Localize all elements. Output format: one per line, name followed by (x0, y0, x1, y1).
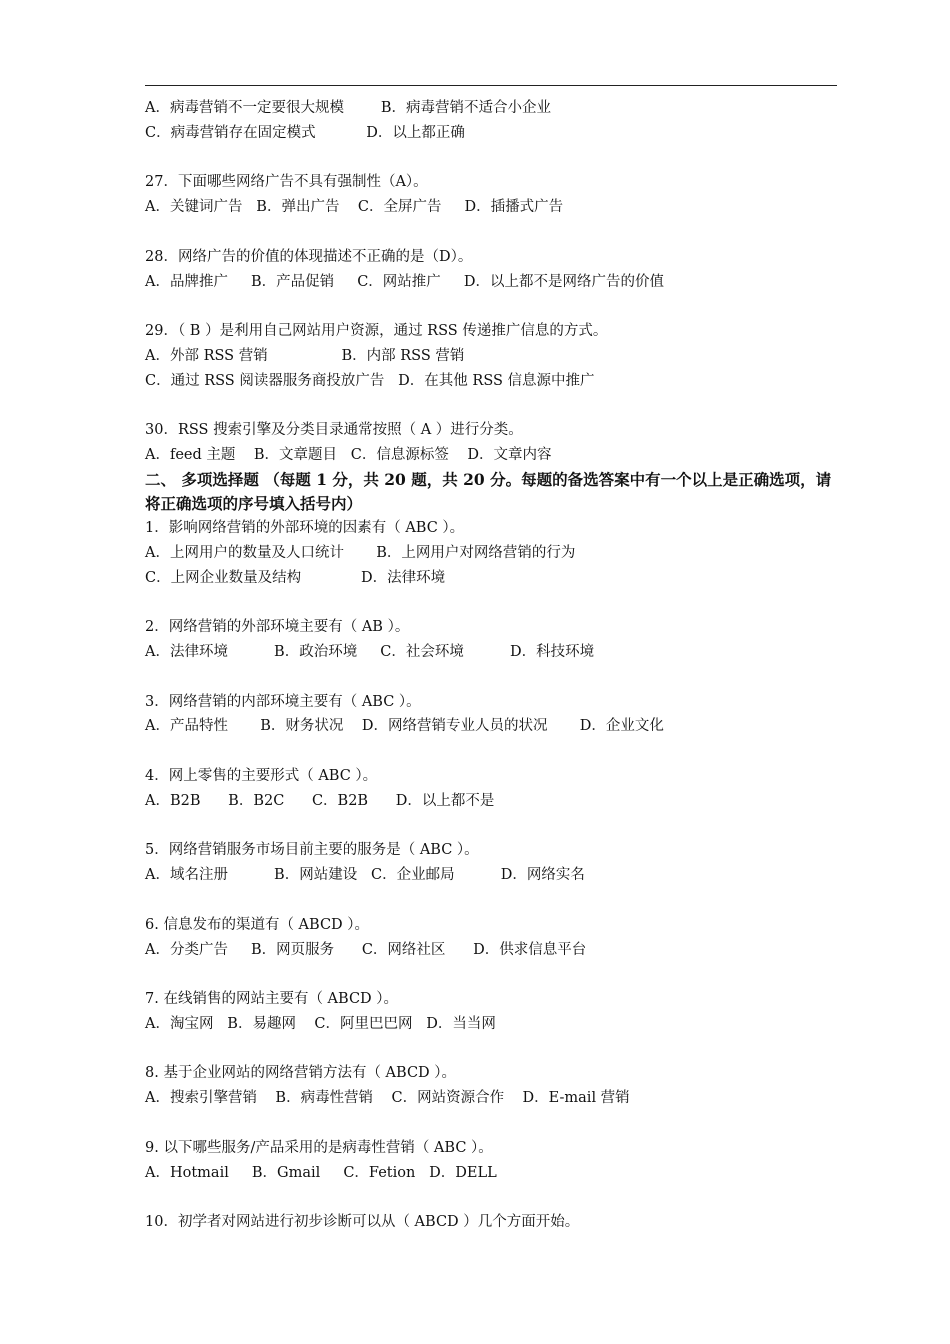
question-text: 28．网络广告的价值的体现描述不正确的是（D）。 (145, 248, 473, 265)
blank-line (145, 294, 845, 319)
blank-line (145, 394, 845, 419)
blank-line (145, 1111, 845, 1136)
answer-options: A．域名注册 B．网站建设 C．企业邮局 D．网络实名 (145, 867, 585, 884)
answer-options: A．淘宝网 B．易趣网 C．阿里巴巴网 D．当当网 (145, 1015, 496, 1032)
question-text: 8. 基于企业网站的网络营销方法有（ ABCD ）。 (145, 1065, 457, 1082)
blank-line (145, 220, 845, 245)
answer-options: A．B2B B．B2C C．B2B D．以上都不是 (145, 792, 495, 809)
blank-line (145, 665, 845, 690)
question-text: 30．RSS 搜索引擎及分类目录通常按照（ A ）进行分类。 (145, 422, 523, 439)
blank-line (145, 814, 845, 839)
answer-options: A．feed 主题 B．文章题目 C．信息源标签 D．文章内容 (145, 447, 552, 464)
answer-options: A．分类广告 B．网页服务 C．网络社区 D．供求信息平台 (145, 941, 587, 958)
blank-line (145, 962, 845, 987)
answer-options: C．病毒营销存在固定模式 D．以上都正确 (145, 124, 465, 141)
question-text: 2．网络营销的外部环境主要有（ AB ）。 (145, 619, 410, 636)
answer-options: A．病毒营销不一定要很大规模 B．病毒营销不适合小企业 (145, 100, 551, 116)
blank-line (145, 1037, 845, 1062)
answer-options: A．产品特性 B．财务状况 D．网络营销专业人员的状况 D．企业文化 (145, 718, 664, 735)
section-heading: 二、 多项选择题 （每题 1 分，共 20 题，共 20 分。每题的备选答案中有一个以上是正确选项，请将正确选项的序号填入括号内） (145, 469, 832, 513)
answer-options: A．Hotmail B．Gmail C．Fetion D．DELL (145, 1164, 497, 1181)
answer-options: A．关键词广告 B．弹出广告 C．全屏广告 D．插播式广告 (145, 199, 564, 216)
answer-options: A．外部 RSS 营销 B．内部 RSS 营销 (145, 347, 465, 364)
answer-options: C．通过 RSS 阅读器服务商投放广告 D．在其他 RSS 信息源中推广 (145, 372, 595, 389)
answer-options: A．搜索引擎营销 B．病毒性营销 C．网站资源合作 D．E-mail 营销 (145, 1090, 630, 1107)
question-text: 4．网上零售的主要形式（ ABC ）。 (145, 767, 378, 784)
blank-line (145, 1185, 845, 1210)
question-text: 7. 在线销售的网站主要有（ ABCD ）。 (145, 991, 399, 1008)
blank-line (145, 739, 845, 764)
blank-line (145, 146, 845, 171)
header-rule (145, 85, 837, 86)
question-text: 29．（ B ）是利用自己网站用户资源，通过 RSS 传递推广信息的方式。 (145, 323, 608, 340)
answer-options: C．上网企业数量及结构 D．法律环境 (145, 569, 446, 586)
question-text: 9. 以下哪些服务/产品采用的是病毒性营销（ ABC ）。 (145, 1139, 493, 1156)
blank-line (145, 888, 845, 913)
question-text: 5．网络营销服务市场目前主要的服务是（ ABC ）。 (145, 842, 479, 859)
question-text: 10．初学者对网站进行初步诊断可以从（ ABCD ）几个方面开始。 (145, 1214, 580, 1231)
question-text: 1．影响网络营销的外部环境的因素有（ ABC ）。 (145, 519, 465, 536)
blank-line (145, 590, 845, 615)
question-text: 3．网络营销的内部环境主要有（ ABC ）。 (145, 693, 421, 710)
document-body (145, 96, 845, 1235)
question-text: 6. 信息发布的渠道有（ ABCD ）。 (145, 916, 370, 933)
question-text: 27．下面哪些网络广告不具有强制性（A）。 (145, 174, 428, 191)
answer-options: A．上网用户的数量及人口统计 B．上网用户对网络营销的行为 (145, 544, 576, 561)
answer-options: A．法律环境 B．政治环境 C．社会环境 D．科技环境 (145, 643, 595, 660)
answer-options: A．品牌推广 B．产品促销 C．网站推广 D．以上都不是网络广告的价值 (145, 273, 664, 290)
